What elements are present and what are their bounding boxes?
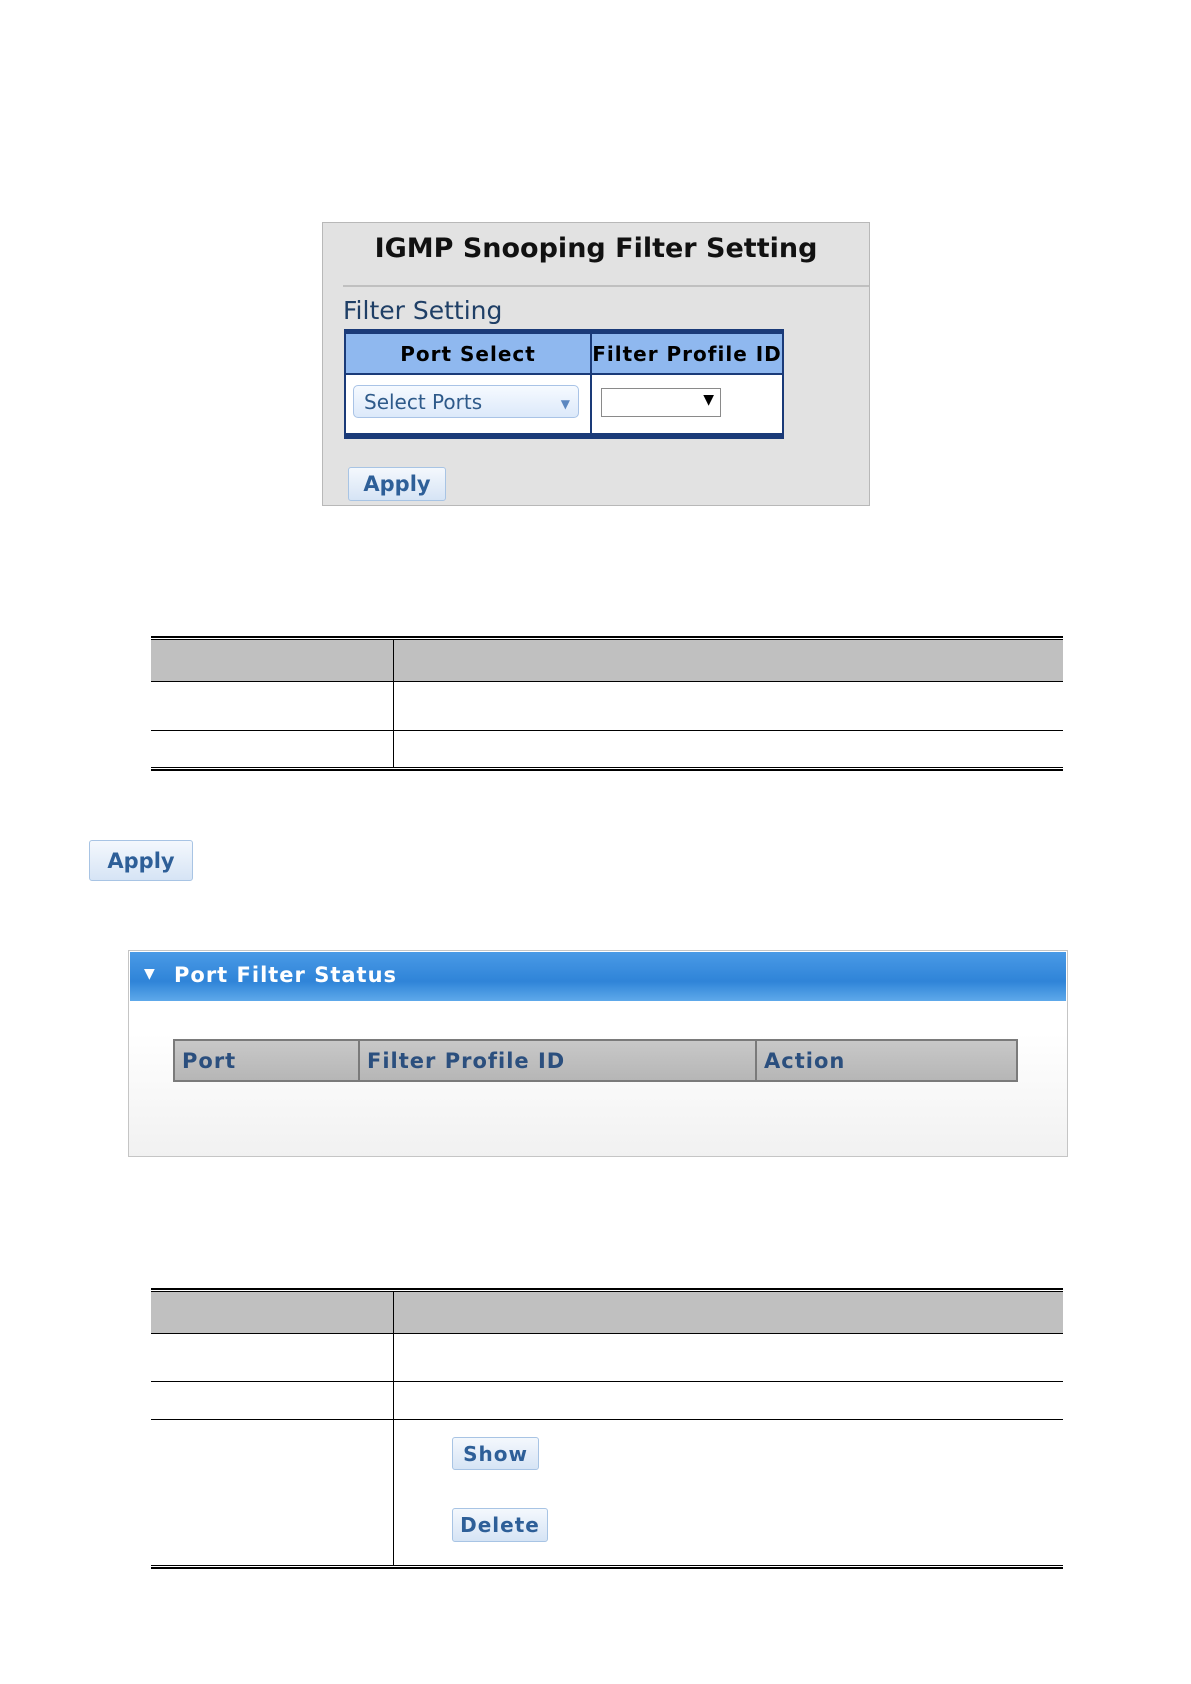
- description-table-settings: [151, 636, 1063, 772]
- select-ports-dropdown[interactable]: [353, 385, 579, 418]
- select-ports-label: Select Ports: [364, 389, 483, 414]
- table-bottom-rule-inner: [151, 1565, 1063, 1566]
- dropdown-arrow-icon: ▼: [703, 392, 714, 408]
- filter-setting-table: [344, 329, 784, 439]
- apply-button[interactable]: Apply: [348, 467, 446, 501]
- port-filter-status-panel: [128, 950, 1068, 1157]
- column-divider: [590, 334, 592, 433]
- column-header-action: Action: [755, 1041, 1016, 1080]
- show-button[interactable]: Show: [452, 1437, 539, 1470]
- table-top-rule: [151, 1288, 1063, 1290]
- apply-button-standalone[interactable]: Apply: [89, 840, 193, 881]
- port-filter-status-table: [173, 1039, 1018, 1082]
- table-column-divider: [393, 1292, 394, 1565]
- port-filter-status-header[interactable]: [130, 952, 1066, 1001]
- section-title: Filter Setting: [343, 296, 503, 325]
- table-header-row: [151, 1292, 1063, 1333]
- column-header-port-select: Port Select: [346, 334, 590, 375]
- table-top-rule: [151, 636, 1063, 638]
- table-bottom-rule: [151, 769, 1063, 771]
- column-header-port: Port: [182, 1048, 237, 1073]
- table-column-divider: [393, 640, 394, 767]
- status-panel-title: Port Filter Status: [174, 963, 398, 987]
- column-header-filter-profile-id: Filter Profile ID: [358, 1041, 755, 1080]
- table-bottom-rule-inner: [151, 767, 1063, 768]
- panel-divider: [343, 285, 869, 287]
- delete-button[interactable]: Delete: [452, 1508, 548, 1542]
- table-row-rule: [151, 730, 1063, 731]
- filter-setting-panel: [322, 222, 870, 506]
- column-header-filter-profile-id: Filter Profile ID: [592, 334, 782, 375]
- table-row-rule: [151, 1419, 1063, 1420]
- table-row-rule: [151, 1381, 1063, 1382]
- table-header-row: [151, 640, 1063, 681]
- filter-profile-id-select[interactable]: [601, 388, 721, 417]
- table-row-rule: [151, 1333, 1063, 1334]
- chevron-down-icon: ▼: [560, 397, 570, 411]
- description-table-status: [151, 1288, 1063, 1570]
- collapse-triangle-icon[interactable]: ▼: [144, 966, 155, 982]
- table-bottom-rule: [151, 1567, 1063, 1569]
- panel-title: IGMP Snooping Filter Setting: [374, 233, 818, 264]
- table-row-rule: [151, 681, 1063, 682]
